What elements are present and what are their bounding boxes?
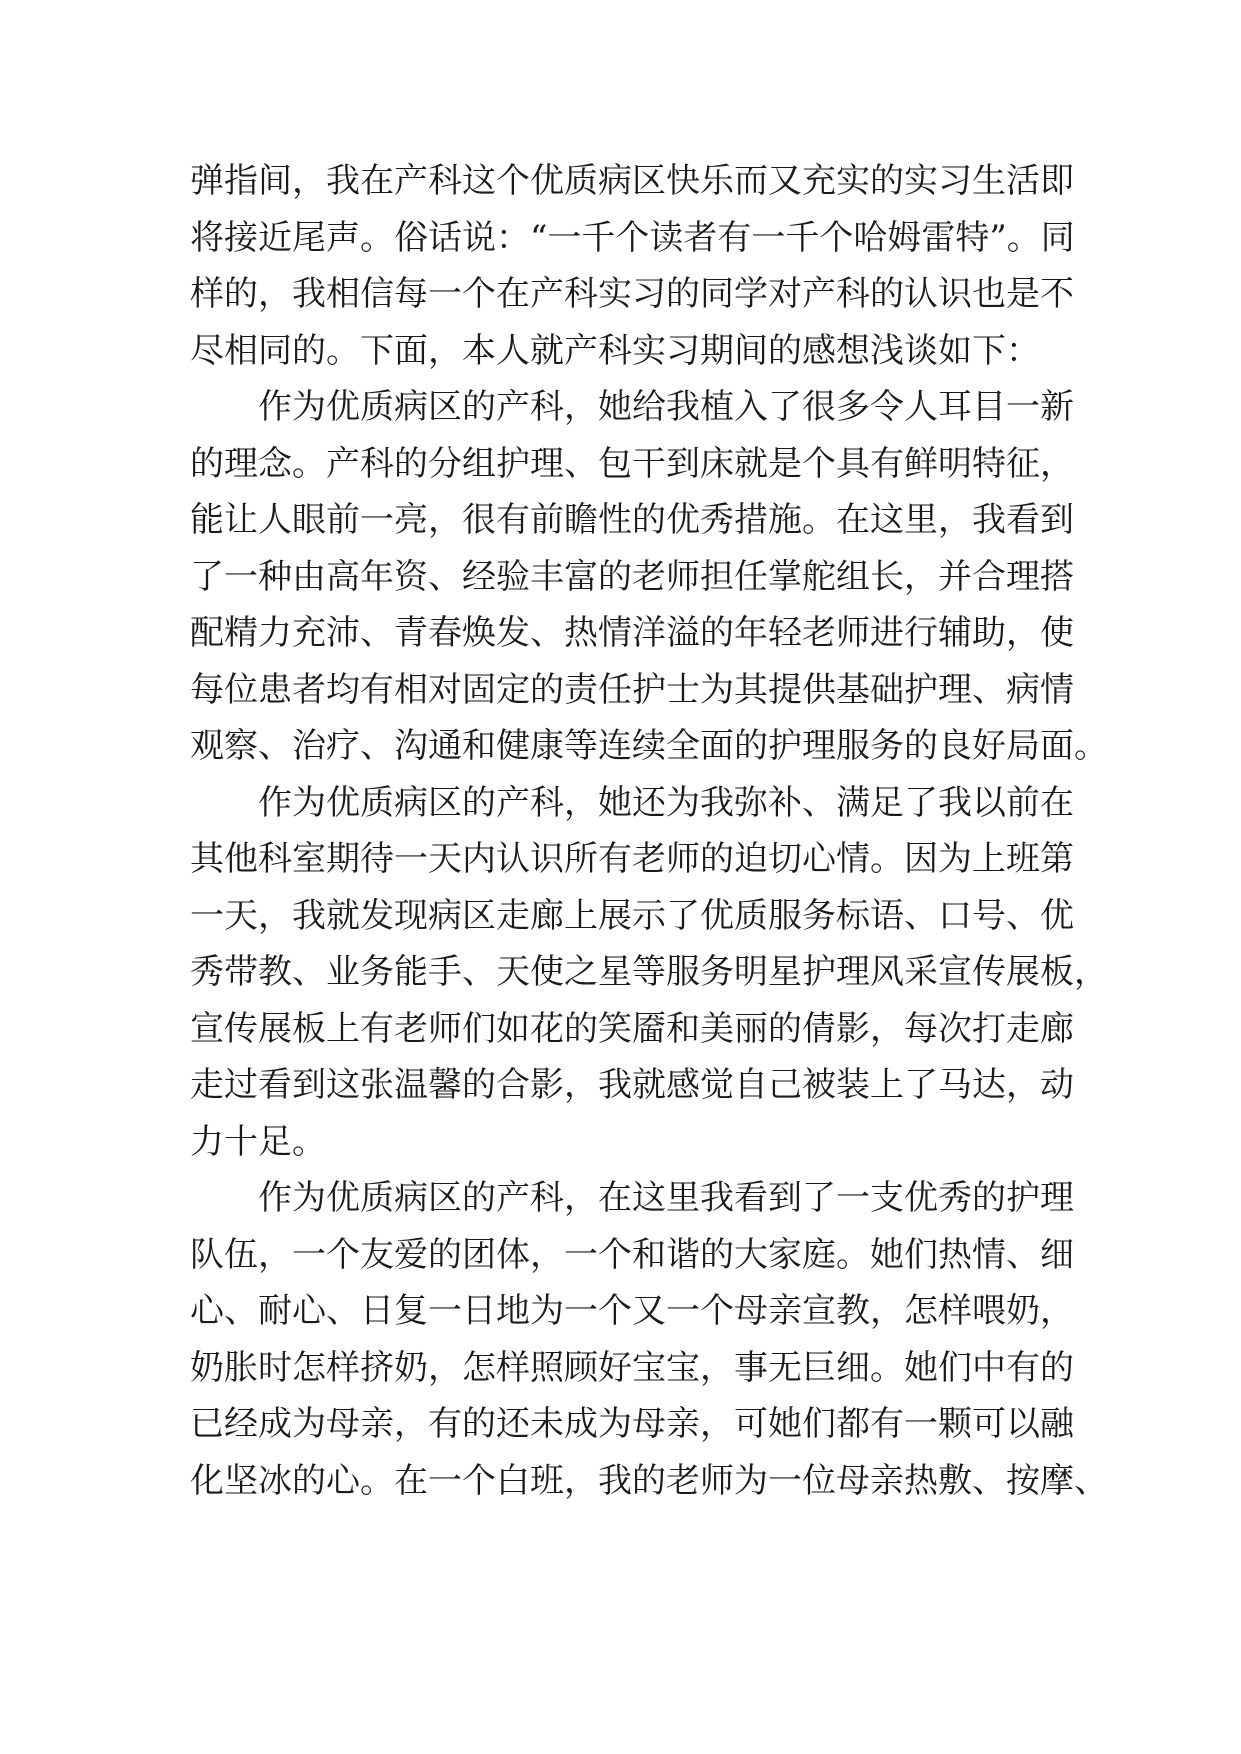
text-line: 了一种由高年资、经验丰富的老师担任掌舵组长，并合理搭 bbox=[190, 556, 1074, 597]
text-line: 作为优质病区的产科，在这里我看到了一支优秀的护理 bbox=[258, 1178, 1074, 1218]
text-line: 尽相同的。下面，本人就产科实习期间的感想浅谈如下： bbox=[190, 330, 1040, 371]
body-text bbox=[190, 153, 1108, 1509]
text-line: 配精力充沛、青春焕发、热情洋溢的年轻老师进行辅助，使 bbox=[190, 613, 1074, 653]
text-line: 作为优质病区的产科，她给我植入了很多令人耳目一新 bbox=[258, 387, 1074, 427]
text-line: 化坚冰的心。在一个白班，我的老师为一位母亲热敷、按摩、 bbox=[190, 1460, 1108, 1501]
text-line: 宣传展板上有老师们如花的笑靥和美丽的倩影，每次打走廊 bbox=[190, 1008, 1074, 1049]
text-line: 已经成为母亲，有的还未成为母亲，可她们都有一颗可以融 bbox=[190, 1404, 1074, 1444]
text-line: 每位患者均有相对固定的责任护士为其提供基础护理、病情 bbox=[190, 669, 1074, 710]
text-line: 的理念。产科的分组护理、包干到床就是个具有鲜明特征， bbox=[190, 443, 1074, 484]
text-line: 奶胀时怎样挤奶，怎样照顾好宝宝，事无巨细。她们中有的 bbox=[190, 1347, 1074, 1388]
text-line: 作为优质病区的产科，她还为我弥补、满足了我以前在 bbox=[258, 782, 1074, 823]
text-line: 力十足。 bbox=[190, 1121, 326, 1162]
text-line: 心、耐心、日复一日地为一个又一个母亲宣教，怎样喂奶， bbox=[190, 1291, 1074, 1331]
text-line: 其他科室期待一天内认识所有老师的迫切心情。因为上班第 bbox=[190, 839, 1074, 879]
text-line: 走过看到这张温馨的合影，我就感觉自己被装上了马达，动 bbox=[190, 1065, 1074, 1105]
text-line: 将接近尾声。俗话说：“一千个读者有一千个哈姆雷特”。同 bbox=[190, 217, 1075, 258]
text-line: 一天，我就发现病区走廊上展示了优质服务标语、口号、优 bbox=[190, 895, 1074, 936]
text-line: 秀带教、业务能手、天使之星等服务明星护理风采宣传展板， bbox=[190, 952, 1108, 992]
text-line: 能让人眼前一亮，很有前瞻性的优秀措施。在这里，我看到 bbox=[190, 500, 1074, 540]
text-line: 弹指间，我在产科这个优质病区快乐而又充实的实习生活即 bbox=[190, 161, 1074, 201]
text-line: 样的，我相信每一个在产科实习的同学对产科的认识也是不 bbox=[190, 274, 1074, 314]
text-line: 队伍，一个友爱的团体，一个和谐的大家庭。她们热情、细 bbox=[190, 1234, 1074, 1275]
text-line: 观察、治疗、沟通和健康等连续全面的护理服务的良好局面。 bbox=[190, 726, 1108, 766]
